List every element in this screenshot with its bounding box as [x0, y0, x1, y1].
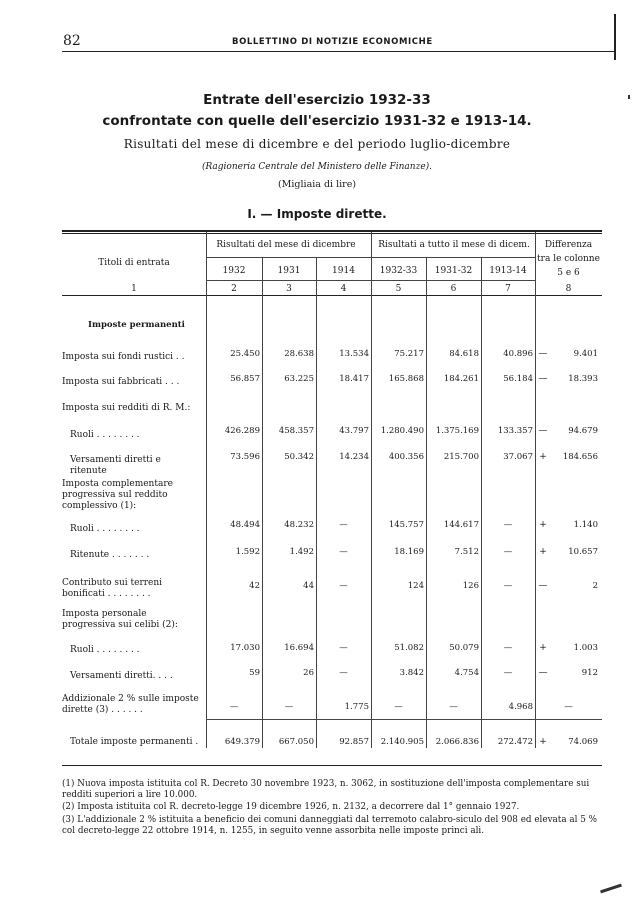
diff-cell: — — [564, 702, 573, 712]
table-cell: — — [394, 702, 403, 712]
source-note: (Ragioneria Centrale del Ministero delle Finanze). — [201, 162, 433, 172]
group-header-diff-1: Differenza — [544, 240, 593, 250]
table-cell: — — [503, 668, 513, 678]
table-cell: 667.050 — [278, 737, 314, 747]
table-cell: 18.169 — [394, 547, 424, 557]
diff-sign: + — [539, 520, 547, 530]
year-header: 1932 — [222, 266, 246, 276]
table-cell: — — [339, 668, 348, 678]
subtitle: Risultati del mese di dicembre e del periodo luglio-dicembre — [123, 137, 511, 151]
diff-cell: 10.657 — [568, 547, 598, 557]
diff-cell: 2 — [592, 581, 598, 591]
table-cell: 43.797 — [339, 426, 369, 436]
table-cell: 7.512 — [454, 547, 479, 557]
table-top-rule-2 — [62, 233, 602, 234]
table-cell: 1.280.490 — [380, 426, 424, 436]
table-cell: 426.289 — [224, 426, 260, 436]
row-label: Imposta sui redditi di R. M.: — [62, 403, 191, 413]
table-cell: 48.494 — [230, 520, 260, 530]
table-cell: 272.472 — [497, 737, 533, 747]
row-label: Imposta complementare progressiva sul reddito complessivo (1): — [62, 479, 173, 511]
table-cell: 50.342 — [284, 452, 314, 462]
group-header-diff-2: tra le colonne — [537, 254, 600, 264]
table-cell: — — [503, 581, 513, 591]
column-number: 4 — [340, 284, 347, 294]
row-label: Imposta personale progressiva sui celibi (2): — [62, 609, 178, 630]
diff-cell: 1.140 — [573, 520, 598, 530]
row-label: Contributo sui terreni bonificati . . . . . . . . — [62, 578, 163, 599]
table-cell: 75.217 — [394, 349, 424, 359]
footnote-2: (2) Imposta istituita col R. decreto-legge 19 dicembre 1926, n. 2132, a decorrere dal 1° gennaio 1927. — [62, 802, 520, 812]
unit-note: (Migliaia di lire) — [277, 179, 357, 190]
footnote-3: (3) L'addizionale 2 % istituita a beneficio dei comuni danneggiati dal terremoto calabro-siculo del 908 ed elevata al 5 % col decreto-legge 22 ottobre 1914, n. 1255, in seguito venne assorbita nelle imposte princi ali. — [62, 815, 597, 836]
table-cell: 1.775 — [344, 702, 369, 712]
diff-cell: 18.393 — [568, 374, 598, 384]
diff-sign: — — [538, 668, 548, 678]
year-header: 1931 — [277, 266, 301, 276]
footnote-1: (1) Nuova imposta istituita col R. Decreto 30 novembre 1923, n. 3062, in sostituzione dell'imposta complementare sui redditi superiori a lire 10.000. — [62, 779, 590, 800]
diff-sign: — — [538, 426, 548, 436]
table-cell: 400.356 — [388, 452, 424, 462]
table-cell: 18.417 — [339, 374, 369, 384]
table-cell: 40.896 — [503, 349, 533, 359]
total-rule — [206, 719, 602, 720]
table-cell: 25.450 — [230, 349, 260, 359]
table-cell: 1.592 — [235, 547, 260, 557]
table-cell: 184.261 — [443, 374, 479, 384]
table-cell: 144.617 — [443, 520, 479, 530]
table-cell: 50.079 — [449, 643, 479, 653]
table-cell: 26 — [303, 668, 314, 678]
column-number: 2 — [231, 284, 237, 294]
diff-sign: + — [539, 547, 547, 557]
row-label: Versamenti diretti. . . . — [70, 671, 173, 681]
table-cell: 13.534 — [339, 349, 369, 359]
row-label: Ruoli . . . . . . . . — [70, 645, 140, 655]
title-line-2: confrontate con quelle dell'esercizio 1931-32 e 1913-14. — [102, 113, 532, 129]
table-cell: — — [503, 643, 513, 653]
table-cell: 1.375.169 — [435, 426, 479, 436]
table-cell: 2.140.905 — [380, 737, 424, 747]
table-cell: — — [449, 702, 458, 712]
diff-sign: + — [539, 643, 547, 653]
header-bottom-rule — [62, 295, 602, 296]
diff-cell: 1.003 — [573, 643, 598, 653]
table-cell: 133.357 — [497, 426, 533, 436]
table-cell: — — [339, 520, 348, 530]
table-cell: — — [229, 702, 239, 712]
table-cell: — — [339, 643, 348, 653]
year-header: 1932-33 — [379, 266, 418, 276]
table-cell: 17.030 — [230, 643, 260, 653]
table-cell: 3.842 — [399, 668, 424, 678]
table-cell: 4.754 — [454, 668, 479, 678]
group-header-diff-3: 5 e 6 — [557, 268, 580, 278]
column-number: 6 — [450, 284, 457, 294]
table-cell: 649.379 — [224, 737, 260, 747]
table-cell: 84.618 — [449, 349, 479, 359]
table-cell: 59 — [249, 668, 260, 678]
table-cell: — — [339, 547, 348, 557]
table-cell: 92.857 — [339, 737, 369, 747]
table-cell: 37.067 — [503, 452, 533, 462]
group-header-month: Risultati del mese di dicembre — [216, 240, 356, 250]
table-cell: 56.857 — [230, 374, 260, 384]
col-number-1: 1 — [131, 284, 137, 294]
table-cell: 215.700 — [443, 452, 479, 462]
table-cell: — — [284, 702, 294, 712]
table-cell: 165.868 — [388, 374, 424, 384]
table-cell: 124 — [407, 581, 424, 591]
diff-sign: — — [538, 374, 548, 384]
row-label: Ruoli . . . . . . . . — [70, 430, 140, 440]
table-top-rule — [62, 230, 602, 232]
table-cell: 14.234 — [339, 452, 369, 462]
column-number: 3 — [286, 284, 292, 294]
table-bottom-rule — [62, 765, 602, 766]
col-header-entrata: Titoli di entrata — [98, 258, 170, 268]
row-label: Ruoli . . . . . . . . — [70, 524, 140, 534]
table-cell: 126 — [462, 581, 479, 591]
page-number: 82 — [63, 33, 81, 49]
diff-cell: 9.401 — [573, 349, 598, 359]
table-cell: 4.968 — [508, 702, 533, 712]
table-cell: 48.232 — [284, 520, 314, 530]
table-cell: 16.694 — [284, 643, 314, 653]
table-cell: 145.757 — [388, 520, 424, 530]
diff-cell: 912 — [581, 668, 598, 678]
diff-cell: 94.679 — [568, 426, 598, 436]
row-label: Totale imposte permanenti . — [70, 737, 199, 747]
column-number: 5 — [395, 284, 402, 294]
table-cell: 73.596 — [230, 452, 260, 462]
margin-mark — [600, 884, 622, 894]
diff-sign: + — [539, 452, 547, 462]
row-label: Addizionale 2 % sulle imposte dirette (3) . . . . . . — [62, 694, 199, 715]
title-line-1: Entrate dell'esercizio 1932-33 — [203, 92, 431, 108]
table-cell: — — [339, 581, 348, 591]
table-cell: 2.066.836 — [435, 737, 479, 747]
diff-cell: 184.656 — [562, 452, 598, 462]
table-cell: 44 — [303, 581, 314, 591]
diff-cell: 74.069 — [568, 737, 598, 747]
group-header-period: Risultati a tutto il mese di dicem. — [378, 240, 530, 250]
section-label: Imposte permanenti — [88, 320, 185, 330]
header-rule — [62, 51, 614, 52]
column-number: 8 — [565, 284, 572, 294]
table-cell: 42 — [249, 581, 260, 591]
column-number: 7 — [505, 284, 511, 294]
running-title: BOLLETTINO DI NOTIZIE ECONOMICHE — [232, 37, 433, 47]
table-cell: 63.225 — [284, 374, 314, 384]
table-cell: 28.638 — [284, 349, 314, 359]
table-cell: 458.357 — [278, 426, 314, 436]
margin-mark — [628, 95, 630, 99]
row-label: Versamenti diretti e ritenute — [70, 455, 161, 476]
table-cell: 56.184 — [503, 374, 533, 384]
page-edge-line — [614, 14, 616, 60]
year-header: 1913-14 — [489, 266, 527, 276]
row-label: Ritenute . . . . . . . — [70, 550, 150, 560]
diff-sign: — — [538, 349, 548, 359]
table-cell: — — [503, 520, 513, 530]
row-label: Imposta sui fabbricati . . . — [62, 377, 180, 387]
table-cell: 1.492 — [289, 547, 314, 557]
diff-sign: — — [538, 581, 548, 591]
diff-sign: + — [539, 737, 547, 747]
table-cell: — — [503, 547, 513, 557]
section-title: I. — Imposte dirette. — [247, 207, 387, 221]
year-header: 1914 — [332, 266, 355, 276]
year-header: 1931-32 — [434, 266, 473, 276]
table-cell: 51.082 — [394, 643, 424, 653]
row-label: Imposta sui fondi rustici . . — [62, 352, 185, 362]
